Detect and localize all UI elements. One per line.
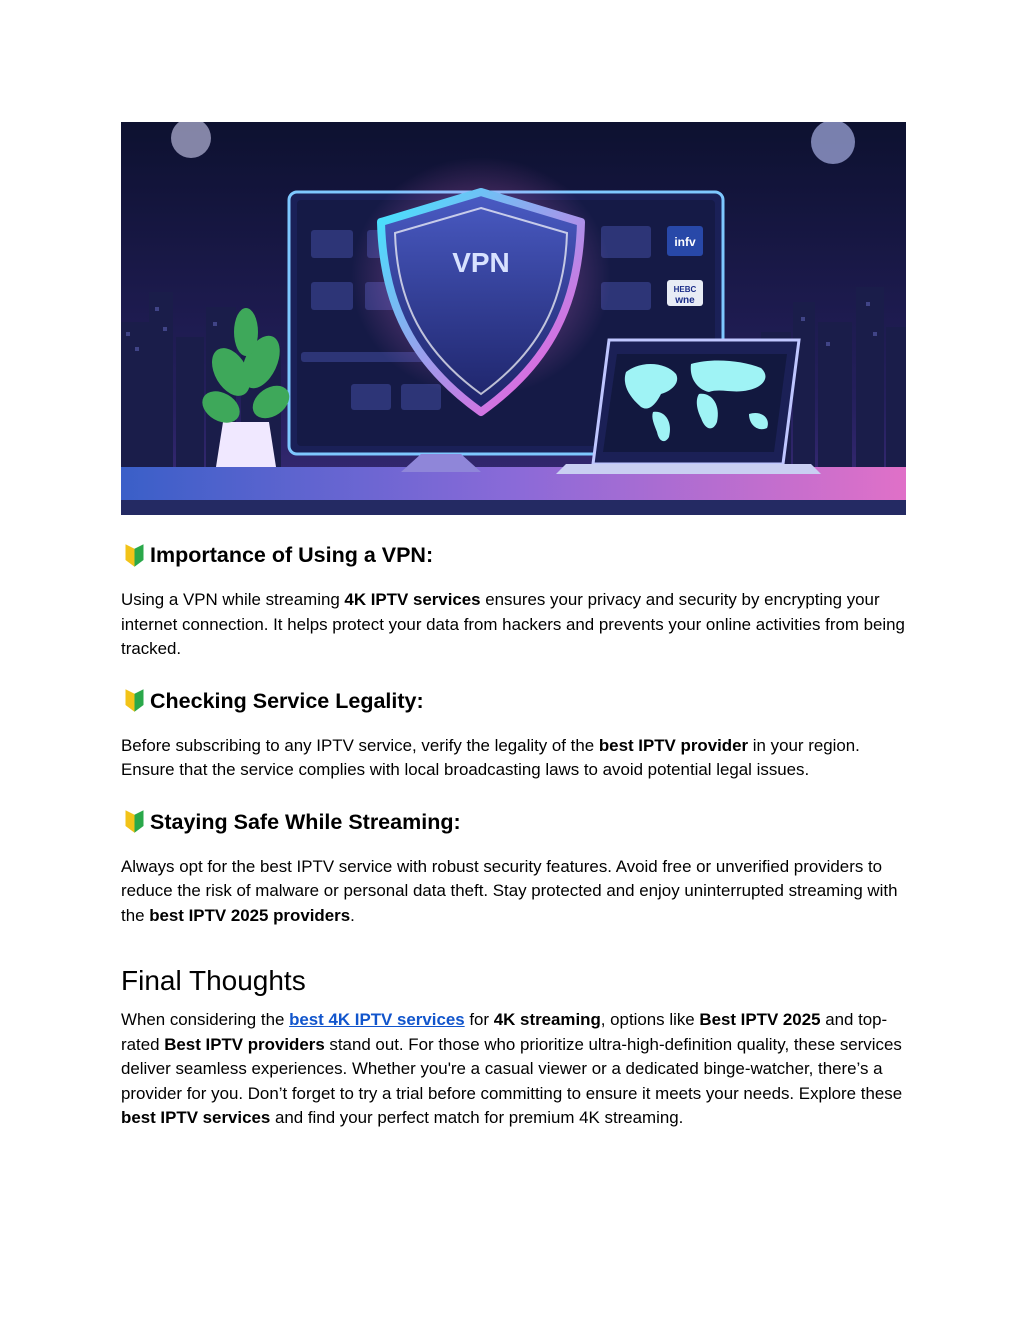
shield-label: VPN (452, 247, 510, 278)
best-4k-iptv-link[interactable]: best 4K IPTV services (289, 1010, 465, 1029)
beginner-badge-icon (121, 542, 148, 569)
section-heading-vpn (121, 538, 906, 572)
section-paragraph-vpn: Using a VPN while streaming 4K IPTV services ensures your privacy and security by encrypting your internet connection. It helps protect your data from hackers and prevents your online activities from being tracked. (121, 590, 905, 658)
beginner-badge-icon (121, 687, 148, 714)
vpn-hero-image (121, 122, 906, 515)
section-heading-text: Checking Service Legality: (150, 688, 424, 713)
svg-text:HEBC: HEBC (673, 285, 697, 294)
beginner-badge-icon (121, 808, 148, 835)
section-heading-text: Importance of Using a VPN: (150, 543, 434, 567)
svg-text:wne: wne (675, 295, 695, 306)
section-paragraph-safety: Always opt for the best IPTV service with robust security features. Avoid free or unverified providers to reduce the risk of malware or personal data theft. Stay protected and enjoy uninterrupted streaming with the best IPTV 2025 providers. (121, 856, 898, 925)
article-body (121, 538, 906, 1131)
final-thoughts-heading: Final Thoughts (121, 965, 306, 996)
section-heading-legality (121, 684, 906, 718)
section-heading-text: Staying Safe While Streaming: (150, 809, 461, 834)
section-paragraph-legality: Before subscribing to any IPTV service, verify the legality of the best IPTV provider in your region. Ensure that the service complies with local broadcasting laws to avoid potential legal issues. (121, 735, 860, 779)
infv-logo: infv (674, 235, 696, 249)
final-thoughts-paragraph: When considering the best 4K IPTV services for 4K streaming, options like Best IPTV 2025 and top-rated Best IPTV providers stand out. For those who prioritize ultra-high-definition quality, these services deliver seamless experiences. Whether you're a casual viewer or a dedicated binge-watcher, there’s a provider for you. Don’t forget to try a trial before committing to ensure it meets your needs. Explore these best IPTV services and find your perfect match for premium 4K streaming. (121, 1010, 903, 1127)
section-heading-safety (121, 805, 906, 839)
